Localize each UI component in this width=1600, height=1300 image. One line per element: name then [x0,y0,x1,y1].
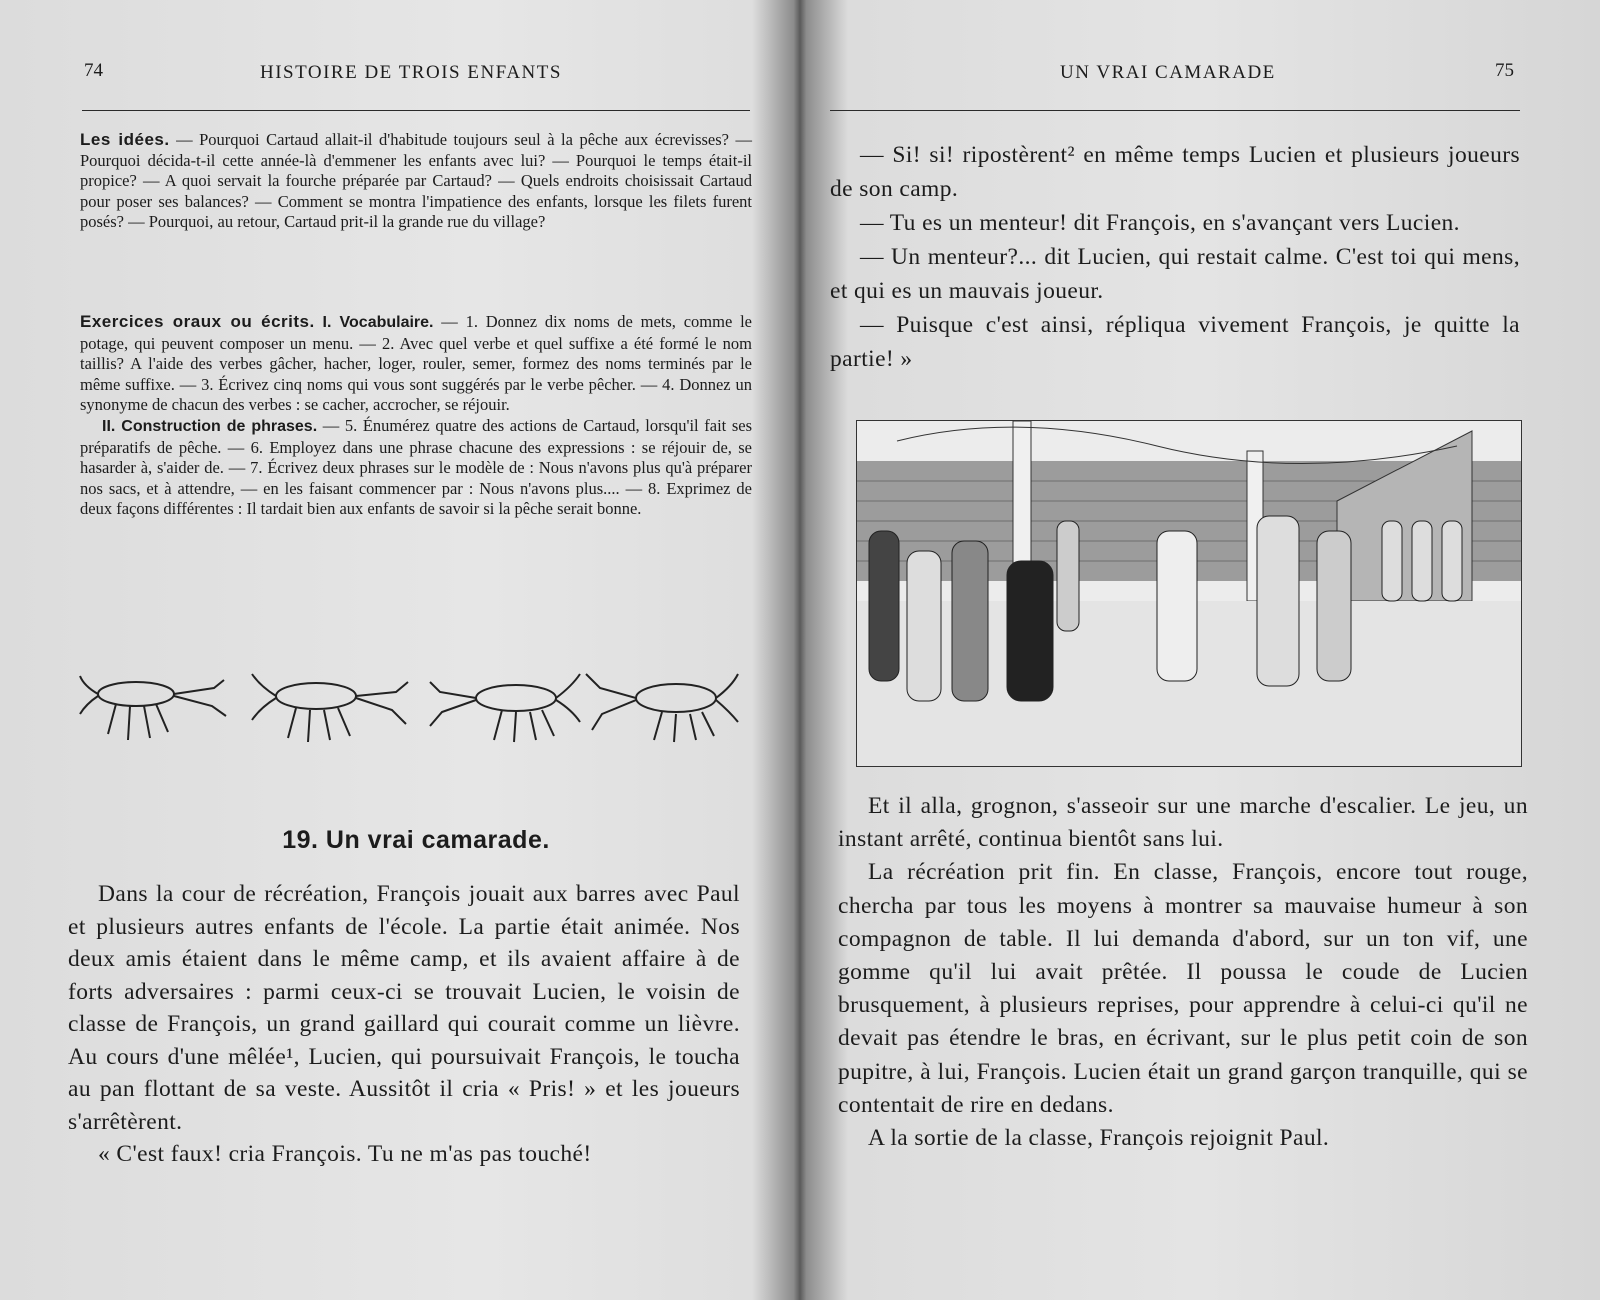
schoolyard-drawing [857,421,1521,766]
running-head-left: HISTOIRE DE TROIS ENFANTS [260,62,562,83]
left-page [0,0,790,1300]
exercises-block [80,312,752,520]
paragraph: « C'est faux! cria François. Tu ne m'as pas touché! [98,1141,592,1167]
right-body-top [830,138,1520,376]
chapter-title: 19. Un vrai camarade. [282,826,550,854]
crayfish-1 [80,676,226,740]
page-number-left: 74 [84,60,103,81]
crayfish-frieze [76,656,744,748]
ideas-text: — Pourquoi Cartaud allait-il d'habitude toujours seul à la pêche aux écrevisses? — Pourquoi décida-t-il cette année-là d'emmener les enfants avec lui? — Pourquoi le temps était-il propice? — A quoi servait la fourche préparée par Cartaud? — Quels endroits choisissait Cartaud pour poser ses balances? — Comment se montra l'impatience des enfants, lorsque les filets furent posés? — Pourquoi, au retour, Cartaud prit-il la grande rue du village? [80,130,752,232]
construction-text: — 5. Énumérez quatre des actions de Cartaud, lorsqu'il fait ses préparatifs de pêche. — 6. Employez dans une phrase chacune des expressions : se réjouir de, se hasarder à, s'aider de. — 7. Écrivez deux phrases sur le modèle de : Nous n'avons plus qu'à préparer nos sacs, et à attendre, — en les faisant commencer par : Nous n'avons plus.... — 8. Exprimez de deux façons différentes : Il tardait bien aux enfants de savoir si la pêche serait bonne. [80,415,753,519]
paragraph: La récréation prit fin. En classe, François, encore tout rouge, chercha par tous les moyens à montrer sa mauvaise humeur à son compagnon de table. Il lui demanda d'abord, sur un ton vif, une gomme qu'il lui avait prêtée. Il poussa le coude de Lucien brusquement, à plusieurs reprises, pour apprendre à celui-ci qu'il ne devait pas étendre le bras, en écrivant, sur le plus petit coin de son pupitre, à lui, François. Lucien était un grand garçon tranquille, qui se contentait de rire en dedans. [838,859,1528,1118]
questions-ideas [80,130,752,233]
paragraph: Et il alla, grognon, s'asseoir sur une marche d'escalier. Le jeu, un instant arrêté, continua bientôt sans lui. [838,793,1528,853]
schoolyard-illustration [856,420,1522,767]
exercises-label: Exercices oraux ou écrits. [80,312,315,331]
paragraph: — Puisque c'est ainsi, répliqua vivement François, je quitte la partie! » [830,312,1520,372]
paragraph: — Tu es un menteur! dit François, en s'avançant vers Lucien. [860,210,1460,236]
ideas-label: Les idées. [80,130,170,149]
crayfish-4 [586,674,738,742]
page-number-right: 75 [1495,60,1514,81]
paragraph: — Si! si! ripostèrent² en même temps Lucien et plusieurs joueurs de son camp. [830,142,1520,202]
header-rule-left [82,110,750,111]
construction-label: II. Construction de phrases. [102,417,318,435]
vocab-label: I. Vocabulaire. [322,314,434,331]
right-body-bottom [838,790,1528,1155]
header-rule-right [830,110,1520,111]
crayfish-3 [430,674,580,742]
left-body-text [68,878,740,1171]
paragraph: A la sortie de la classe, François rejoignit Paul. [868,1125,1330,1152]
crayfish-2 [252,674,408,742]
vocab-text: — 1. Donnez dix noms de mets, comme le potage, qui peuvent composer un menu. — 2. Avec quel verbe et quel suffixe a été formé le nom taillis? A l'aide des verbes gâcher, hacher, loger, rouler, semer, formez des noms terminés par le même suffixe. — 3. Écrivez cinq noms qui vous sont suggérés par le verbe pêcher. — 4. Donnez un synonyme de chacun des verbes : se cacher, accrocher, se réjouir. [80,312,752,415]
paragraph: — Un menteur?... dit Lucien, qui restait calme. C'est toi qui mens, et qui es un mauvais joueur. [830,244,1520,304]
running-head-right: UN VRAI CAMARADE [1060,62,1276,83]
paragraph: Dans la cour de récréation, François jouait aux barres avec Paul et plusieurs autres enfants de l'école. La partie était animée. Nos deux amis étaient dans le même camp, et ils avaient affaire à de forts adversaires : parmi ceux-ci se trouvait Lucien, le voisin de classe de François, un grand gaillard qui courait comme un lièvre. Au cours d'une mêlée¹, Lucien, qui poursuivait François, le toucha au pan flottant de sa veste. Aussitôt il cria « Pris! » et les joueurs s'arrêtèrent. [68,881,740,1135]
